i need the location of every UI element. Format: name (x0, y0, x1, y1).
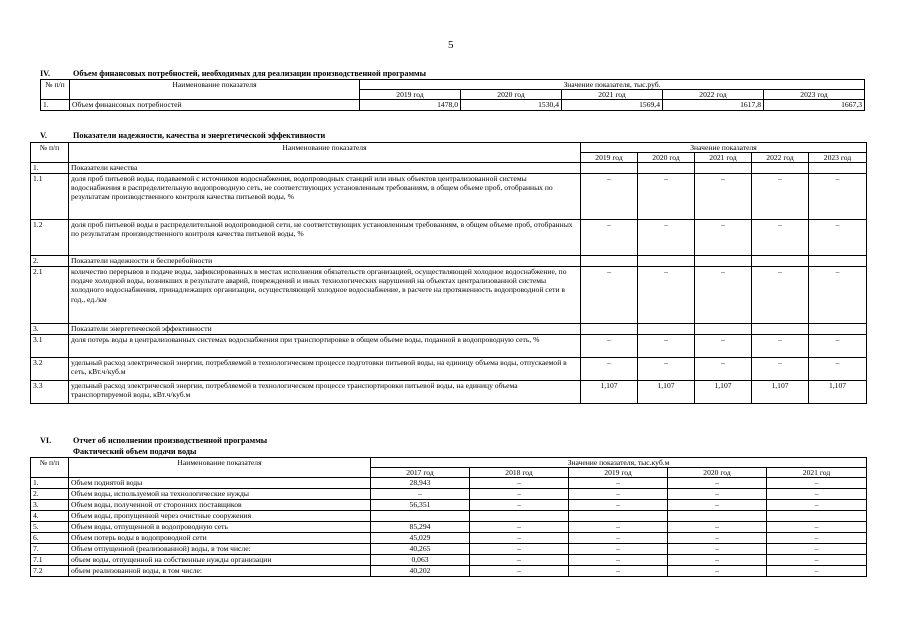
value-cell: 56,351 (371, 500, 470, 511)
value-cell (668, 511, 767, 522)
value-cell: – (569, 478, 668, 489)
header-year: 2019 год (581, 153, 638, 163)
value-cell: – (695, 174, 752, 220)
value-cell: – (695, 267, 752, 324)
value-cell (752, 163, 809, 174)
row-number: 3.1 (31, 335, 69, 358)
value-cell: – (470, 500, 569, 511)
header-year: 2021 год (695, 153, 752, 163)
value-cell: – (809, 267, 867, 324)
row-name: Объем отпущенной (реализованной) воды, в том числе: (69, 544, 371, 555)
row-number: 1. (31, 163, 69, 174)
value-cell (752, 324, 809, 335)
value-cell: 1,107 (695, 381, 752, 404)
value-cell: – (569, 566, 668, 577)
table-row (31, 511, 867, 522)
section4-title (40, 69, 426, 78)
table-row (31, 358, 867, 381)
row-number: 3. (31, 500, 69, 511)
value-cell: – (470, 489, 569, 500)
header-no: № п/п (31, 458, 69, 478)
row-number: 1.2 (31, 220, 69, 256)
row-number: 1. (41, 100, 70, 111)
row-name: Объем потерь воды в водопроводной сети (69, 533, 371, 544)
value-cell (809, 163, 867, 174)
value-cell: – (809, 335, 867, 358)
header-year: 2017 год (371, 468, 470, 478)
row-name: объем воды, отпущенной на собственные нужды организации (69, 555, 371, 566)
section6-number: VI. (40, 436, 52, 445)
row-name: Объем воды, полученной от сторонних поставщиков (69, 500, 371, 511)
section5-number: V. (40, 131, 47, 140)
value-cell (470, 511, 569, 522)
value-cell (638, 256, 695, 267)
row-number: 5. (31, 522, 69, 533)
header-year: 2020 год (638, 153, 695, 163)
value-cell: – (638, 220, 695, 256)
value-cell (767, 511, 867, 522)
value-cell: – (668, 533, 767, 544)
section6-subtitle: Фактический объем подачи воды (73, 447, 197, 456)
table-row (31, 489, 867, 500)
section6-title-text: Отчет об исполнении производственной программы (73, 436, 268, 445)
header-year: 2019 год (360, 90, 461, 100)
value-cell (752, 256, 809, 267)
value-cell (809, 256, 867, 267)
value-cell: – (470, 566, 569, 577)
value-cell: – (668, 500, 767, 511)
header-name: Наименование показателя (69, 458, 371, 478)
value-cell: – (767, 522, 867, 533)
value-cell (569, 511, 668, 522)
row-name: доля проб питьевой воды в распределительной водопроводной сети, не соответствующих установленным требованиям, в общем объеме проб, отобранных по результатам производственного контроля качества питьевой воды, % (69, 220, 581, 256)
value-cell: – (569, 489, 668, 500)
table-row (31, 267, 867, 324)
value-cell: 1667,3 (764, 100, 865, 111)
value-cell: – (767, 500, 867, 511)
value-cell: – (569, 555, 668, 566)
value-cell (581, 324, 638, 335)
table-row (31, 335, 867, 358)
value-cell (371, 511, 470, 522)
value-cell: – (581, 358, 638, 381)
value-cell: – (581, 220, 638, 256)
row-number: 2. (31, 489, 69, 500)
value-cell: – (668, 555, 767, 566)
row-number: 1.1 (31, 174, 69, 220)
value-cell (695, 324, 752, 335)
value-cell: – (752, 220, 809, 256)
section6-title (40, 436, 267, 445)
value-cell: – (809, 358, 867, 381)
value-cell: – (569, 533, 668, 544)
value-cell: – (581, 335, 638, 358)
value-cell: – (638, 267, 695, 324)
value-cell: 28,943 (371, 478, 470, 489)
value-cell: – (581, 174, 638, 220)
value-cell: – (569, 500, 668, 511)
value-cell: – (668, 489, 767, 500)
value-cell: 1,107 (638, 381, 695, 404)
row-name: объем реализованной воды, в том числе: (69, 566, 371, 577)
row-number: 4. (31, 511, 69, 522)
header-year: 2022 год (663, 90, 764, 100)
header-value: Значение показателя, тыс.руб. (360, 80, 865, 90)
value-cell: 1,107 (752, 381, 809, 404)
row-number: 7. (31, 544, 69, 555)
row-number: 1. (31, 478, 69, 489)
value-cell: 85,294 (371, 522, 470, 533)
value-cell: – (668, 522, 767, 533)
value-cell: – (767, 566, 867, 577)
row-name: доля потерь воды в централизованных системах водоснабжения при транспортировке в общем объеме воды, поданной в водопроводную сеть, % (69, 335, 581, 358)
header-year: 2019 год (569, 468, 668, 478)
row-name: Объем финансовых потребностей (70, 100, 360, 111)
header-year: 2021 год (562, 90, 663, 100)
value-cell: 1,107 (809, 381, 867, 404)
row-number: 2. (31, 256, 69, 267)
value-cell: – (638, 335, 695, 358)
row-number: 2.1 (31, 267, 69, 324)
header-value: Значение показателя (581, 143, 867, 153)
table-row (31, 256, 867, 267)
value-cell: – (752, 335, 809, 358)
value-cell: – (668, 544, 767, 555)
value-cell: 1617,8 (663, 100, 764, 111)
value-cell: – (638, 174, 695, 220)
row-name: Объем воды, пропущенной через очистные сооружения (69, 511, 371, 522)
header-name: Наименование показателя (69, 143, 581, 163)
value-cell: – (695, 335, 752, 358)
header-no: № п/п (41, 80, 70, 100)
header-value: Значение показателя, тыс.куб.м (371, 458, 867, 468)
table-row (31, 566, 867, 577)
value-cell: 45,029 (371, 533, 470, 544)
value-cell: – (752, 174, 809, 220)
header-year: 2020 год (668, 468, 767, 478)
value-cell: – (809, 174, 867, 220)
table-row (31, 555, 867, 566)
row-number: 3.3 (31, 381, 69, 404)
value-cell: – (752, 358, 809, 381)
value-cell: – (695, 220, 752, 256)
value-cell (581, 256, 638, 267)
page-number: 5 (448, 39, 454, 51)
value-cell (638, 163, 695, 174)
header-name: Наименование показателя (70, 80, 360, 100)
header-year: 2020 год (461, 90, 562, 100)
value-cell: – (470, 544, 569, 555)
value-cell: – (767, 555, 867, 566)
table-row (31, 544, 867, 555)
table-row (31, 220, 867, 256)
header-year: 2023 год (809, 153, 867, 163)
value-cell: – (752, 267, 809, 324)
table-row (31, 324, 867, 335)
row-number: 7.1 (31, 555, 69, 566)
value-cell (809, 324, 867, 335)
table-row (31, 522, 867, 533)
value-cell (581, 163, 638, 174)
value-cell: – (767, 544, 867, 555)
value-cell: – (695, 358, 752, 381)
value-cell: – (809, 220, 867, 256)
header-year: 2022 год (752, 153, 809, 163)
value-cell: – (767, 489, 867, 500)
row-name: Объем воды, используемой на технологические нужды (69, 489, 371, 500)
row-name: количество перерывов в подаче воды, зафиксированных в местах исполнения обязательств организацией, осуществляющей холодное водоснабжение, по подаче холодной воды, возникших в результате аварий, повреждений и иных технологических нарушений на объектах централизованной системы холодного водоснабжения, принадлежащих организации, осуществляющей холодное водоснабжение, в расчете на протяженность водопроводной сети в год., ед./км (69, 267, 581, 324)
value-cell: 1,107 (581, 381, 638, 404)
value-cell: – (470, 555, 569, 566)
section4-title-text: Объем финансовых потребностей, необходимых для реализации производственной программы (73, 69, 427, 78)
value-cell: – (767, 533, 867, 544)
water-supply-table (30, 457, 867, 577)
row-number: 3. (31, 324, 69, 335)
value-cell: 1569,4 (562, 100, 663, 111)
table-row (31, 533, 867, 544)
value-cell: – (668, 478, 767, 489)
value-cell: 1530,4 (461, 100, 562, 111)
value-cell: – (638, 358, 695, 381)
table-row (31, 500, 867, 511)
header-no: № п/п (31, 143, 69, 163)
table-row (41, 100, 865, 111)
row-number: 7.2 (31, 566, 69, 577)
table-row (31, 163, 867, 174)
row-name: доля проб питьевой воды, подаваемой с источников водоснабжения, водопроводных станций или иных объектов централизованной системы водоснабжения в распределительную водопроводную сеть, не соответствующих установленным требованиям, в общем объеме проб, отобранных по результатам производственного контроля качества питьевой воды, % (69, 174, 581, 220)
value-cell: – (470, 478, 569, 489)
row-name: Показатели надежности и бесперебойности (69, 256, 581, 267)
value-cell: – (569, 522, 668, 533)
value-cell (638, 324, 695, 335)
value-cell (695, 256, 752, 267)
value-cell: 0,063 (371, 555, 470, 566)
section5-title-text: Показатели надежности, качества и энергетической эффективности (73, 131, 326, 140)
row-name: Объем поднятой воды (69, 478, 371, 489)
value-cell: – (767, 478, 867, 489)
financial-needs-table (40, 79, 865, 111)
value-cell: – (470, 522, 569, 533)
section5-title (40, 131, 325, 140)
row-number: 3.2 (31, 358, 69, 381)
section4-number: IV. (40, 69, 51, 78)
value-cell: 1478,0 (360, 100, 461, 111)
value-cell: 40,202 (371, 566, 470, 577)
reliability-table (30, 142, 867, 404)
value-cell: – (371, 489, 470, 500)
table-row (31, 381, 867, 404)
row-name: Объем воды, отпущенной в водопроводную сеть (69, 522, 371, 533)
header-year: 2023 год (764, 90, 865, 100)
header-year: 2018 год (470, 468, 569, 478)
row-number: 6. (31, 533, 69, 544)
value-cell: – (668, 566, 767, 577)
value-cell: – (581, 267, 638, 324)
value-cell: 40,265 (371, 544, 470, 555)
value-cell (695, 163, 752, 174)
header-year: 2021 год (767, 468, 867, 478)
row-name: Показатели энергетической эффективности (69, 324, 581, 335)
table-row (31, 478, 867, 489)
row-name: удельный расход электрической энергии, потребляемой в технологическом процессе транспортировки питьевой воды, на единицу объема транспортируемой воды, кВт.ч/куб.м (69, 381, 581, 404)
value-cell: – (569, 544, 668, 555)
row-name: удельный расход электрической энергии, потребляемой в технологическом процессе подготовки питьевой воды, на единицу объема воды, отпускаемой в сеть, кВт.ч/куб.м (69, 358, 581, 381)
row-name: Показатели качества (69, 163, 581, 174)
table-row (31, 174, 867, 220)
value-cell: – (470, 533, 569, 544)
